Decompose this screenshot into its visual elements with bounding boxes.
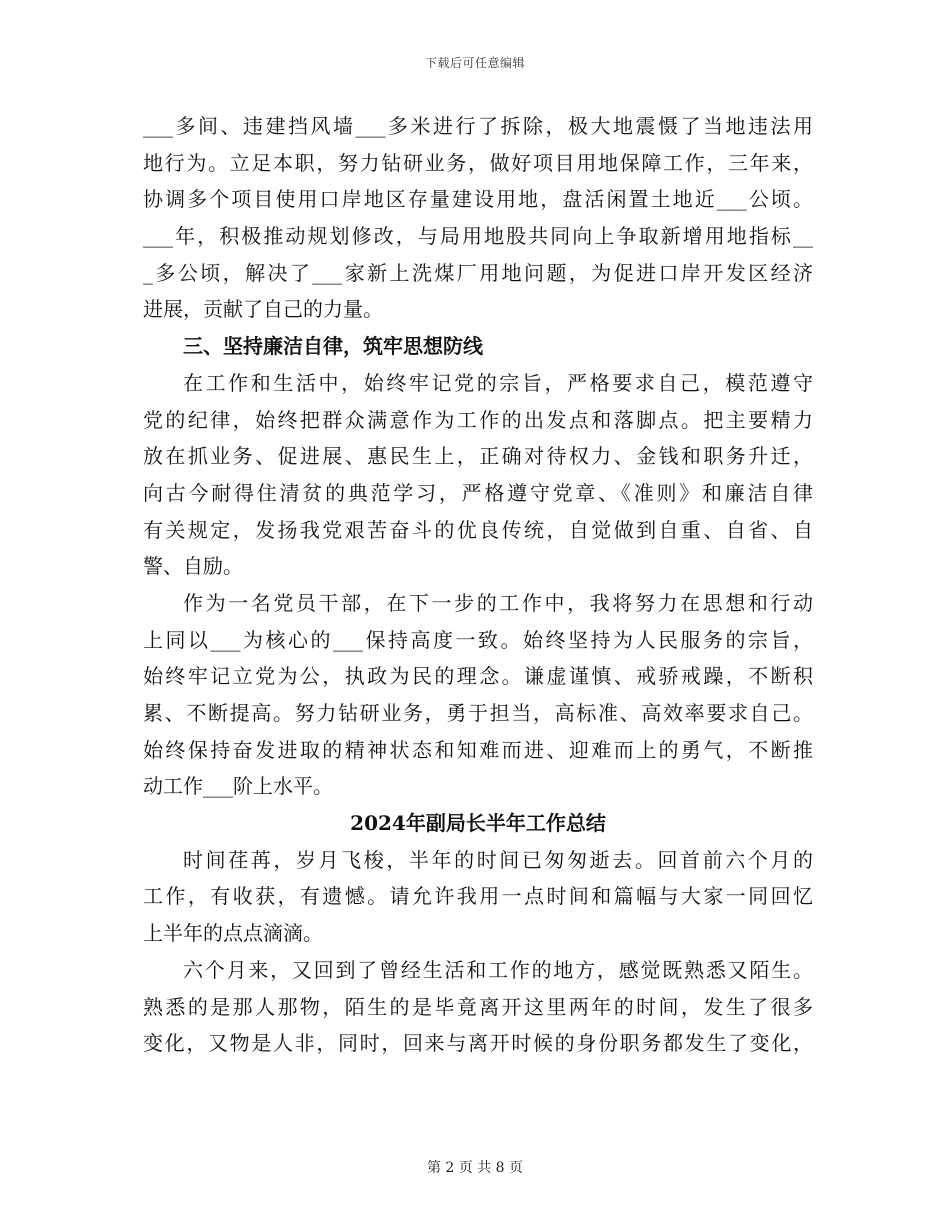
body-line: ___年，积极推动规划修改，与局用地股共同向上争取新增用地指标__ [143,224,813,249]
body-line: 在工作和生活中，始终牢记党的宗旨，严格要求自己，模范遵守 [183,370,813,395]
body-line: 始终牢记立党为公，执政为民的理念。谦虚谨慎、戒骄戒躁，不断积 [143,664,813,689]
body-line: ___多间、违建挡风墙___多米进行了拆除，极大地震慑了当地违法用 [143,114,813,138]
body-line: 上半年的点点滴滴。 [143,921,323,946]
document-title: 2024年副局长半年工作总结 [350,811,606,836]
page-header: 下载后可任意编辑 [424,56,525,70]
body-line: 警、自励。 [143,554,243,579]
body-line: 工作，有收获，有遗憾。请允许我用一点时间和篇幅与大家一同回忆 [143,884,813,909]
body-line: 进展，贡献了自己的力量。 [143,297,383,322]
body-line: 时间荏苒，岁月飞梭，半年的时间已匆匆逝去。回首前六个月的 [183,847,813,872]
body-line: 作为一名党员干部，在下一步的工作中，我将努力在思想和行动 [183,590,813,615]
document-body [143,108,813,1062]
body-line: 协调多个项目使用口岸地区存量建设用地，盘活闲置土地近___公顷。 [143,187,813,212]
body-line: 六个月来，又回到了曾经生活和工作的地方，感觉既熟悉又陌生。 [183,957,813,982]
body-line: 上同以___为核心的___保持高度一致。始终坚持为人民服务的宗旨， [143,627,813,652]
body-line: _多公顷，解决了___家新上洗煤厂用地问题，为促进口岸开发区经济 [143,260,813,285]
body-line: 向古今耐得住清贫的典范学习，严格遵守党章、《准则》和廉洁自律 [143,480,813,505]
body-line: 放在抓业务、促进展、惠民生上，正确对待权力、金钱和职务升迁， [143,444,813,469]
body-line: 地行为。立足本职，努力钻研业务，做好项目用地保障工作，三年来， [143,150,813,175]
body-line: 始终保持奋发进取的精神状态和知难而进、迎难而上的勇气，不断推 [143,737,813,762]
body-line: 熟悉的是那人那物，陌生的是毕竟离开这里两年的时间，发生了很多 [143,994,813,1019]
body-line: 有关规定，发扬我党艰苦奋斗的优良传统，自觉做到自重、自省、自 [143,517,813,542]
body-line: 变化，又物是人非，同时，回来与离开时候的身份职务都发生了变化， [143,1031,813,1056]
section-heading: 三、坚持廉洁自律，筑牢思想防线 [183,334,483,359]
body-line: 党的纪律，始终把群众满意作为工作的出发点和落脚点。把主要精力 [143,407,813,432]
page-footer: 第 2 页 共 8 页 [426,1160,524,1176]
body-line: 累、不断提高。努力钻研业务，勇于担当，高标准、高效率要求自己。 [143,701,813,725]
body-line: 动工作___阶上水平。 [143,774,333,799]
